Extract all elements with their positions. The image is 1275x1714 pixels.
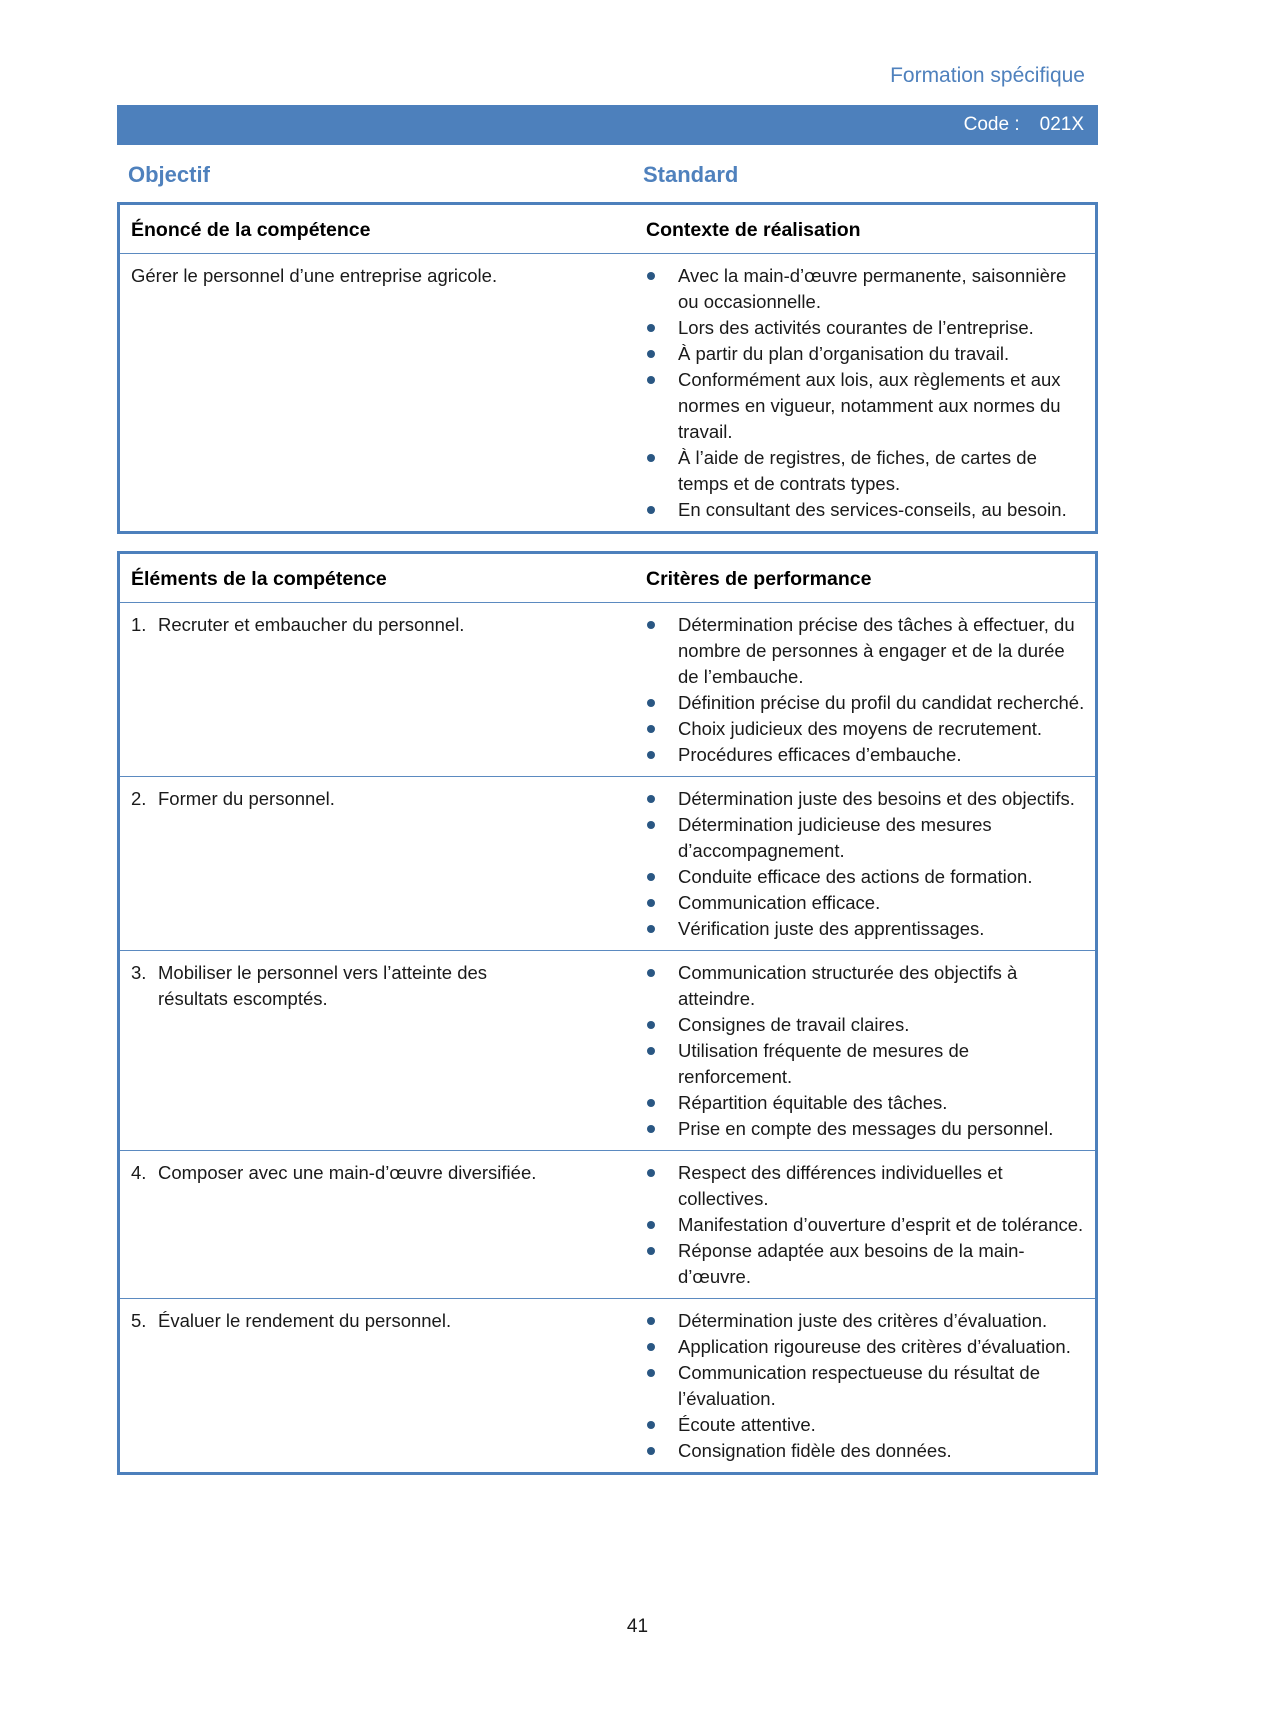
column-headings	[117, 162, 1098, 188]
bullet-icon	[646, 341, 678, 367]
code-header-bar	[117, 105, 1098, 145]
bullet-text: Choix judicieux des moyens de recrutement.	[678, 718, 1043, 739]
table1-body-row	[120, 253, 1095, 531]
list-item	[646, 315, 1088, 341]
bullet-icon	[646, 890, 678, 916]
element-number: 5.	[131, 1310, 147, 1331]
bullet-icon	[646, 612, 678, 690]
list-item	[646, 1238, 1088, 1290]
bullet-text: Procédures efficaces d’embauche.	[678, 744, 962, 765]
criteria-bullet-list	[646, 1160, 1088, 1290]
page-number: 41	[626, 1616, 649, 1637]
bullet-icon	[646, 812, 678, 864]
bullet-icon	[646, 960, 678, 1012]
criteria-cell	[629, 1299, 1092, 1472]
criteria-cell	[629, 951, 1092, 1150]
bullet-text: Avec la main-d’œuvre permanente, saisonnière ou occasionnelle.	[678, 265, 1067, 312]
list-item	[646, 341, 1088, 367]
criteria-cell	[629, 777, 1092, 950]
bullet-text: À l’aide de registres, de fiches, de cartes de temps et de contrats types.	[678, 447, 1037, 494]
table-row	[120, 776, 1095, 950]
competence-elements-table	[117, 551, 1098, 1475]
competence-statement-table	[117, 202, 1098, 534]
list-item	[646, 716, 1088, 742]
list-item	[646, 612, 1088, 690]
competence-statement: Gérer le personnel d’une entreprise agricole.	[131, 265, 498, 286]
list-item	[646, 812, 1088, 864]
code-label: Code :	[963, 114, 1020, 135]
criteria-bullet-list	[646, 612, 1088, 768]
bullet-icon	[646, 916, 678, 942]
table1-header-row	[120, 205, 1095, 253]
element-label: Composer avec une main-d’œuvre diversifiée.	[158, 1162, 537, 1183]
bullet-icon	[646, 367, 678, 445]
bullet-text: À partir du plan d’organisation du travail.	[678, 343, 1010, 364]
table-row	[120, 1150, 1095, 1298]
bullet-text: Détermination juste des besoins et des objectifs.	[678, 788, 1075, 809]
bullet-icon	[646, 864, 678, 890]
criteria-bullet-list	[646, 786, 1088, 942]
realisation-context	[629, 254, 1092, 531]
objectif-heading: Objectif	[128, 162, 210, 187]
table-row	[120, 950, 1095, 1150]
table2-right-header: Critères de performance	[646, 568, 872, 590]
bullet-icon	[646, 263, 678, 315]
criteria-bullet-list	[646, 1308, 1088, 1464]
standard-heading: Standard	[643, 162, 739, 187]
bullet-text: Définition précise du profil du candidat recherché.	[678, 692, 1085, 713]
bullet-icon	[646, 1212, 678, 1238]
list-item	[646, 1360, 1088, 1412]
document-page	[0, 64, 1275, 1714]
bullet-text: Communication efficace.	[678, 892, 881, 913]
bullet-icon	[646, 742, 678, 768]
list-item	[646, 890, 1088, 916]
element-label: Évaluer le rendement du personnel.	[158, 1310, 452, 1331]
criteria-cell	[629, 1151, 1092, 1298]
list-item	[646, 367, 1088, 445]
list-item	[646, 1160, 1088, 1212]
bullet-text: Communication respectueuse du résultat de l’évaluation.	[678, 1362, 1040, 1409]
bullet-icon	[646, 1038, 678, 1090]
bullet-icon	[646, 497, 678, 523]
element-cell	[120, 951, 629, 1150]
document-section-label: Formation spécifique	[890, 64, 1085, 87]
bullet-icon	[646, 1238, 678, 1290]
bullet-text: Consignes de travail claires.	[678, 1014, 910, 1035]
element-cell	[120, 603, 629, 776]
bullet-icon	[646, 1160, 678, 1212]
bullet-text: Application rigoureuse des critères d’évaluation.	[678, 1336, 1071, 1357]
bullet-text: Détermination précise des tâches à effectuer, du nombre de personnes à engager et de la durée de l’embauche.	[678, 614, 1075, 687]
list-item	[646, 916, 1088, 942]
bullet-text: Conduite efficace des actions de formation.	[678, 866, 1033, 887]
element-number: 3.	[131, 962, 147, 983]
criteria-cell	[629, 603, 1092, 776]
code-value: 021X	[1039, 114, 1084, 135]
list-item	[646, 690, 1088, 716]
list-item	[646, 445, 1088, 497]
bullet-icon	[646, 1412, 678, 1438]
table-row	[120, 602, 1095, 776]
list-item	[646, 1012, 1088, 1038]
bullet-icon	[646, 1438, 678, 1464]
element-cell	[120, 777, 629, 950]
bullet-text: Prise en compte des messages du personnel.	[678, 1118, 1054, 1139]
bullet-text: Respect des différences individuelles et collectives.	[678, 1162, 1003, 1209]
bullet-text: Conformément aux lois, aux règlements et aux normes en vigueur, notamment aux normes du travail.	[678, 369, 1061, 442]
bullet-icon	[646, 445, 678, 497]
list-item	[646, 742, 1088, 768]
bullet-icon	[646, 1308, 678, 1334]
list-item	[646, 1212, 1088, 1238]
bullet-text: Détermination judicieuse des mesures d’accompagnement.	[678, 814, 992, 861]
element-cell	[120, 1151, 629, 1298]
bullet-text: Écoute attentive.	[678, 1414, 816, 1435]
context-bullet-list	[646, 263, 1088, 523]
list-item	[646, 1412, 1088, 1438]
bullet-text: Détermination juste des critères d’évaluation.	[678, 1310, 1048, 1331]
element-label: Former du personnel.	[158, 788, 335, 809]
bullet-text: Réponse adaptée aux besoins de la main-d’œuvre.	[678, 1240, 1025, 1287]
criteria-bullet-list	[646, 960, 1088, 1142]
bullet-text: Vérification juste des apprentissages.	[678, 918, 985, 939]
bullet-icon	[646, 315, 678, 341]
element-number: 2.	[131, 788, 147, 809]
bullet-text: En consultant des services-conseils, au besoin.	[678, 499, 1067, 520]
element-number: 1.	[131, 614, 147, 635]
list-item	[646, 1090, 1088, 1116]
bullet-icon	[646, 1334, 678, 1360]
list-item	[646, 1116, 1088, 1142]
list-item	[646, 263, 1088, 315]
list-item	[646, 497, 1088, 523]
table1-right-header: Contexte de réalisation	[646, 219, 861, 241]
list-item	[646, 960, 1088, 1012]
element-cell	[120, 1299, 629, 1472]
table1-left-header: Énoncé de la compétence	[131, 219, 371, 241]
bullet-icon	[646, 1360, 678, 1412]
bullet-icon	[646, 1116, 678, 1142]
list-item	[646, 1334, 1088, 1360]
element-label: Mobiliser le personnel vers l’atteinte des résultats escomptés.	[158, 962, 488, 1009]
bullet-icon	[646, 690, 678, 716]
bullet-icon	[646, 716, 678, 742]
bullet-icon	[646, 786, 678, 812]
bullet-text: Consignation fidèle des données.	[678, 1440, 952, 1461]
bullet-icon	[646, 1012, 678, 1038]
bullet-text: Répartition équitable des tâches.	[678, 1092, 948, 1113]
page-content	[117, 64, 1098, 1475]
bullet-text: Utilisation fréquente de mesures de renforcement.	[678, 1040, 970, 1087]
list-item	[646, 864, 1088, 890]
table-row	[120, 1298, 1095, 1472]
list-item	[646, 1308, 1088, 1334]
element-number: 4.	[131, 1162, 147, 1183]
bullet-text: Lors des activités courantes de l’entreprise.	[678, 317, 1034, 338]
bullet-text: Manifestation d’ouverture d’esprit et de tolérance.	[678, 1214, 1084, 1235]
bullet-icon	[646, 1090, 678, 1116]
bullet-text: Communication structurée des objectifs à atteindre.	[678, 962, 1018, 1009]
table2-left-header: Éléments de la compétence	[131, 568, 387, 590]
list-item	[646, 786, 1088, 812]
element-label: Recruter et embaucher du personnel.	[158, 614, 465, 635]
table2-header-row	[120, 554, 1095, 602]
list-item	[646, 1038, 1088, 1090]
list-item	[646, 1438, 1088, 1464]
